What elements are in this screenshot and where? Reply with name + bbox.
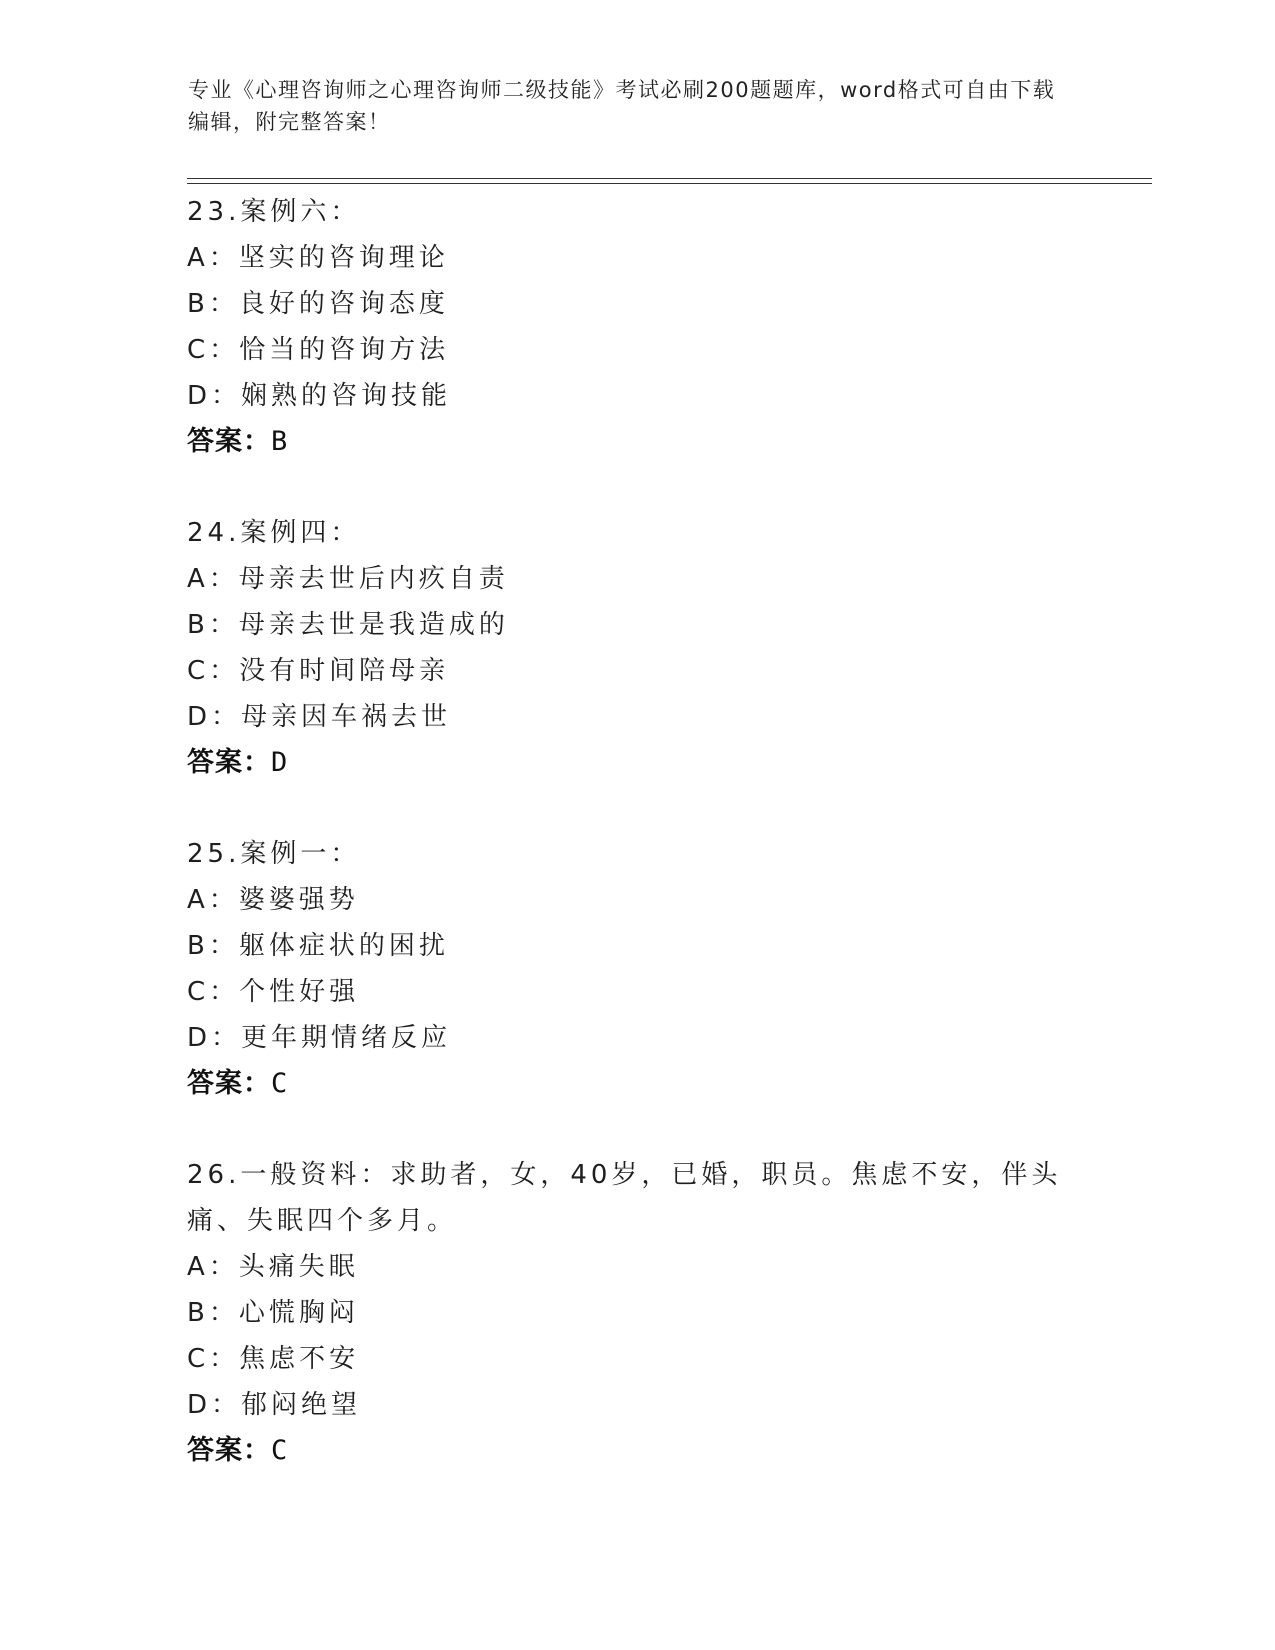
option-text: 婆婆强势 — [238, 885, 359, 915]
answer-line — [187, 419, 1107, 465]
option-b — [187, 281, 1107, 327]
answer-value: D — [271, 747, 288, 778]
header-divider-top — [187, 178, 1152, 179]
option-b — [187, 923, 1107, 969]
option-text: 更年期情绪反应 — [241, 1023, 452, 1053]
answer-label: 答案： — [187, 1068, 271, 1099]
option-text: 个性好强 — [239, 977, 360, 1007]
option-d — [187, 694, 1107, 740]
question-item — [187, 510, 1107, 786]
document-header: 专业《心理咨询师之心理咨询师二级技能》考试必刷200题题库，word格式可自由下载编辑，附完整答案！ — [188, 78, 1056, 134]
answer-label: 答案： — [187, 747, 271, 778]
header-divider-bottom — [187, 183, 1152, 184]
option-label: B： — [187, 289, 239, 319]
option-text: 郁闷绝望 — [241, 1390, 362, 1420]
option-text: 娴熟的咨询技能 — [241, 381, 452, 411]
question-item — [187, 189, 1107, 465]
option-text: 心慌胸闷 — [238, 1298, 359, 1328]
answer-value: C — [271, 1435, 288, 1466]
option-label: A： — [187, 885, 239, 915]
option-c — [187, 327, 1107, 373]
option-label: A： — [187, 243, 239, 273]
answer-label: 答案： — [187, 426, 271, 457]
option-d — [187, 1015, 1107, 1061]
option-label: B： — [187, 931, 239, 961]
option-a — [187, 235, 1107, 281]
option-c — [187, 1336, 1107, 1382]
option-a — [187, 556, 1107, 602]
question-stem: 26.一般资料：求助者，女，40岁，已婚，职员。焦虑不安，伴头痛、失眠四个多月。 — [187, 1160, 1062, 1236]
option-label: C： — [187, 977, 240, 1007]
option-text: 母亲因车祸去世 — [241, 702, 452, 732]
option-label: D： — [187, 1023, 242, 1053]
answer-value: C — [271, 1068, 288, 1099]
option-a — [187, 1244, 1107, 1290]
question-list — [187, 189, 1107, 1519]
option-label: A： — [187, 1252, 239, 1282]
option-c — [187, 648, 1107, 694]
option-a — [187, 877, 1107, 923]
option-text: 没有时间陪母亲 — [239, 656, 450, 686]
option-text: 母亲去世是我造成的 — [238, 610, 509, 640]
option-text: 躯体症状的困扰 — [238, 931, 449, 961]
option-label: B： — [187, 610, 239, 640]
option-d — [187, 373, 1107, 419]
option-b — [187, 602, 1107, 648]
option-label: C： — [187, 1344, 240, 1374]
option-text: 良好的咨询态度 — [238, 289, 449, 319]
option-c — [187, 969, 1107, 1015]
option-label: B： — [187, 1298, 239, 1328]
option-text: 坚实的咨询理论 — [238, 243, 449, 273]
option-text: 恰当的咨询方法 — [239, 335, 450, 365]
answer-value: B — [271, 426, 288, 457]
option-text: 母亲去世后内疚自责 — [238, 564, 509, 594]
option-label: D： — [187, 381, 242, 411]
option-label: D： — [187, 1390, 242, 1420]
answer-label: 答案： — [187, 1435, 271, 1466]
option-text: 头痛失眠 — [238, 1252, 359, 1282]
question-item — [187, 1152, 1107, 1474]
option-label: A： — [187, 564, 239, 594]
question-stem: 25.案例一： — [187, 839, 361, 869]
answer-line — [187, 740, 1107, 786]
option-text: 焦虑不安 — [239, 1344, 360, 1374]
answer-line — [187, 1428, 1107, 1474]
option-label: D： — [187, 702, 242, 732]
option-d — [187, 1382, 1107, 1428]
option-label: C： — [187, 335, 240, 365]
option-label: C： — [187, 656, 240, 686]
question-stem: 24.案例四： — [187, 518, 361, 548]
option-b — [187, 1290, 1107, 1336]
question-item — [187, 831, 1107, 1107]
question-stem: 23.案例六： — [187, 197, 361, 227]
answer-line — [187, 1061, 1107, 1107]
